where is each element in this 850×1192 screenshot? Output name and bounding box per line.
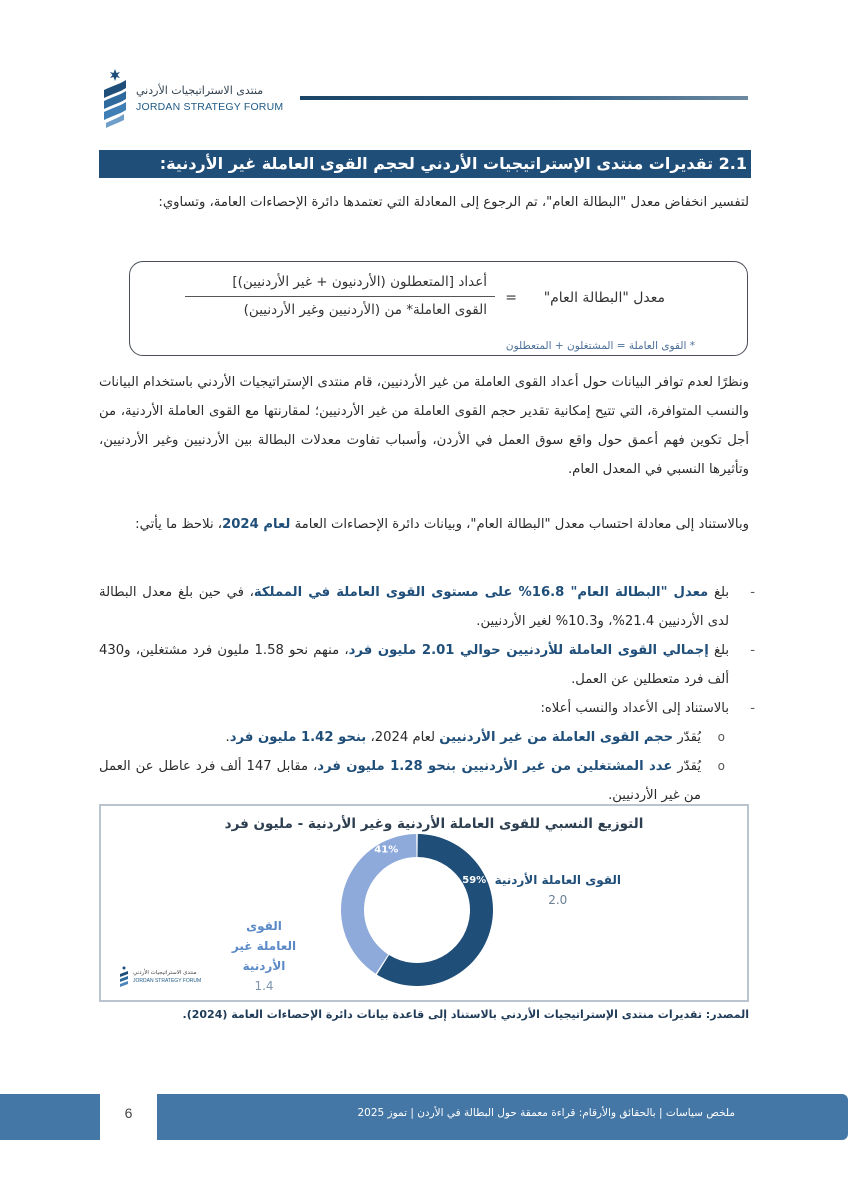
chart-title: التوزيع النسبي للقوى العاملة الأردنية وغير الأردنية - مليون فرد bbox=[224, 816, 644, 832]
formula-lhs: معدل "البطالة العام" bbox=[543, 290, 665, 306]
formula-numerator: أعداد [المتعطلون (الأردنيون + غير الأردنيين)] bbox=[185, 274, 495, 297]
finding-text: . bbox=[225, 730, 230, 745]
formula-box bbox=[129, 261, 748, 356]
sub-bullet-marker: o bbox=[717, 730, 725, 744]
watermark-text-english: JORDAN STRATEGY FORUM bbox=[133, 978, 202, 984]
value-label-jordanian: 2.0 bbox=[548, 893, 568, 907]
logo-text-arabic: منتدى الاستراتيجيات الأردني bbox=[136, 84, 264, 97]
chart-source-note: المصدر: تقديرات منتدى الإستراتيجيات الأردني بالاستناد إلى قاعدة بيانات دائرة الإحصاءات العامة (2024). bbox=[182, 1008, 749, 1021]
chart-watermark-logo bbox=[119, 966, 209, 992]
bullet-marker: - bbox=[750, 585, 755, 600]
basis-year-highlight: لعام 2024 bbox=[222, 517, 291, 532]
section-heading: 2.1 تقديرات منتدى الإستراتيجيات الأردني لحجم القوى العاملة غير الأردنية: bbox=[99, 150, 751, 178]
footer-caption: ملخص سياسات | بالحقائق والأرقام: قراءة معمقة حول البطالة في الأردن | تموز 2025 bbox=[357, 1107, 735, 1119]
basis-paragraph bbox=[99, 510, 749, 539]
basis-tail: ، نلاحظ ما يأتي: bbox=[135, 517, 223, 532]
finding-text: بالاستناد إلى الأعداد والنسب أعلاه: bbox=[540, 701, 729, 716]
finding-highlight: بنحو 1.42 مليون فرد bbox=[229, 730, 367, 745]
intro-paragraph: لتفسير انخفاض معدل "البطالة العام"، تم الرجوع إلى المعادلة التي تعتمدها دائرة الإحصاءات العامة، وتساوي: bbox=[158, 195, 749, 210]
logo-emblem-icon bbox=[100, 68, 130, 130]
finding-text: بلغ bbox=[708, 585, 730, 600]
finding-text: ، منهم نحو 1.58 مليون فرد مشتغلين، و430 ألف فرد متعطلين عن العمل. bbox=[99, 643, 729, 687]
formula-equals: = bbox=[505, 290, 517, 306]
finding-text: يُقدّر bbox=[673, 730, 701, 745]
formula-denominator: القوى العاملة* من (الأردنيين وغير الأردنيين) bbox=[243, 302, 487, 318]
finding-highlight: عدد المشتغلين من غير الأردنيين بنحو 1.28 مليون فرد bbox=[317, 759, 673, 774]
category-label-jordanian: القوى العاملة الأردنية bbox=[494, 873, 621, 887]
labor-force-donut-chart bbox=[99, 804, 749, 1002]
finding-text: بلغ bbox=[708, 643, 730, 658]
sub-finding-item bbox=[99, 752, 759, 810]
category-label-non-jordanian: القوى العاملة غير الأردنية bbox=[231, 919, 297, 973]
formula-footnote: * القوى العاملة = المشتغلون + المتعطلون bbox=[505, 340, 695, 352]
label-jordanian bbox=[495, 870, 621, 910]
findings-list bbox=[99, 578, 759, 810]
finding-text: ، في حين بلغ معدل البطالة لدى الأردنيين 21.4%، و10.3% لغير الأردنيين. bbox=[99, 585, 729, 629]
header-divider bbox=[300, 96, 748, 100]
finding-item bbox=[99, 636, 759, 694]
finding-highlight: إجمالي القوى العاملة للأردنيين حوالي 2.01 مليون فرد bbox=[348, 643, 709, 658]
formula-fraction bbox=[185, 274, 495, 318]
watermark-emblem-icon bbox=[119, 966, 129, 990]
label-non-jordanian bbox=[229, 916, 299, 996]
finding-highlight: معدل "البطالة العام" 16.8% على مستوى القوى العاملة في المملكة bbox=[253, 585, 709, 600]
finding-item bbox=[99, 694, 759, 723]
finding-text: لعام 2024، bbox=[366, 730, 440, 745]
value-label-non-jordanian: 1.4 bbox=[254, 979, 274, 993]
context-paragraph: ونظرًا لعدم توافر البيانات حول أعداد القوى العاملة من غير الأردنيين، قام منتدى الإستراتيجيات الأردني باستخدام البيانات والنسب المتوافرة، التي تتيح إمكانية تقدير حجم القوى العاملة من غير الأردنيين؛ لمقارنتها مع القوى العاملة الأردنية، من أجل تكوين فهم أعمق حول واقع سوق العمل في الأردن، وأسباب تفاوت معدلات البطالة بين الأردنيين وغير الأردنيين، وتأثيرها النسبي في المعدل العام. bbox=[99, 375, 749, 477]
percent-label-jordanian: 59% bbox=[462, 874, 487, 886]
page-number: 6 bbox=[100, 1094, 157, 1140]
basis-text: وبالاستناد إلى معادلة احتساب معدل "البطالة العام"، وبيانات دائرة الإحصاءات العامة bbox=[294, 517, 749, 532]
finding-highlight: حجم القوى العاملة من غير الأردنيين bbox=[439, 730, 674, 745]
bullet-marker: - bbox=[750, 643, 755, 658]
finding-text: ، مقابل 147 ألف فرد عاطل عن العمل من غير الأردنيين. bbox=[99, 759, 701, 803]
org-logo bbox=[100, 68, 290, 128]
sub-bullet-marker: o bbox=[717, 759, 725, 773]
watermark-text-arabic: منتدى الاستراتيجيات الأردني bbox=[133, 970, 197, 976]
logo-text-english: JORDAN STRATEGY FORUM bbox=[136, 101, 284, 113]
finding-text: يُقدّر bbox=[672, 759, 701, 774]
bullet-marker: - bbox=[750, 701, 755, 716]
sub-finding-item bbox=[99, 723, 759, 752]
percent-label-non-jordanian: 41% bbox=[374, 844, 399, 856]
finding-item bbox=[99, 578, 759, 636]
